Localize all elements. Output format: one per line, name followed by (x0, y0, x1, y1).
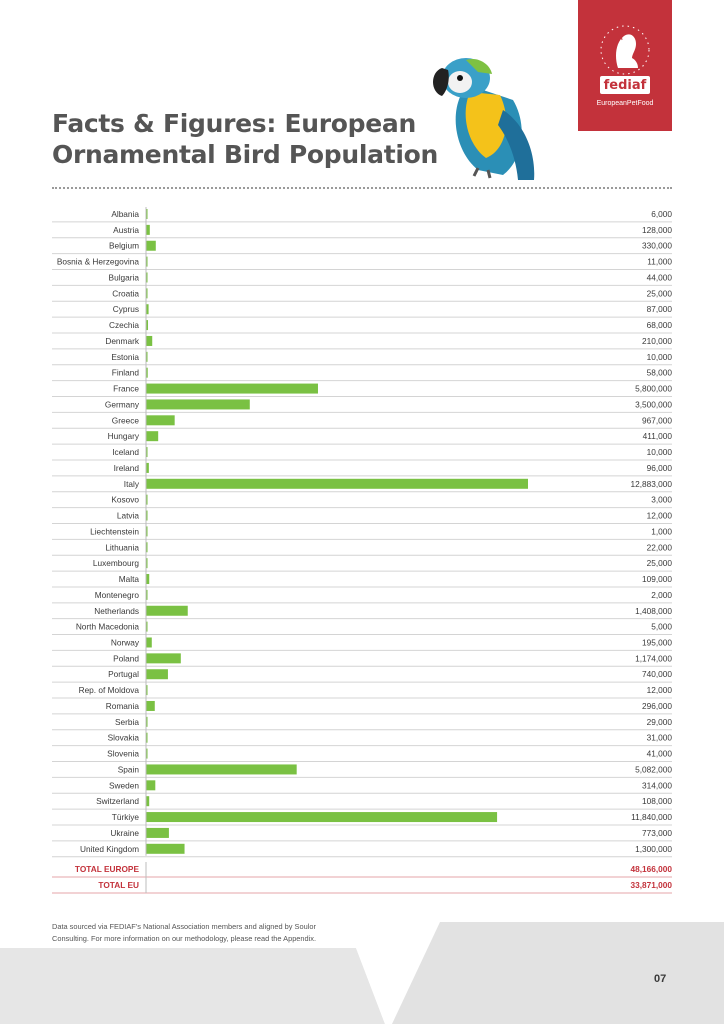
value-label: 11,840,000 (631, 812, 672, 823)
value-label: 109,000 (642, 574, 672, 585)
value-label: 967,000 (642, 415, 672, 426)
bar (146, 336, 152, 346)
value-label: 12,000 (646, 685, 672, 696)
bar (146, 399, 250, 409)
value-label: 128,000 (642, 224, 672, 235)
bar (146, 701, 155, 711)
value-label: 10,000 (646, 351, 672, 362)
country-label: Kosovo (111, 494, 139, 505)
country-label: Netherlands (94, 605, 139, 616)
value-label: 22,000 (646, 542, 672, 553)
country-label: Malta (118, 574, 139, 585)
bar (146, 415, 175, 425)
country-label: Hungary (107, 431, 139, 442)
bar (146, 812, 497, 822)
country-label: Czechia (109, 320, 139, 331)
value-label: 1,000 (651, 526, 672, 537)
country-label: Greece (111, 415, 139, 426)
value-label: 6,000 (651, 209, 672, 219)
country-label: Luxembourg (92, 558, 139, 569)
bar (146, 606, 188, 616)
country-label: Latvia (116, 510, 139, 521)
country-label: Romania (105, 700, 139, 711)
bar (146, 780, 155, 790)
country-label: Slovenia (107, 748, 139, 759)
total-label: TOTAL EU (98, 880, 139, 890)
value-label: 1,300,000 (635, 843, 672, 854)
bar (146, 653, 181, 663)
bar (146, 431, 158, 441)
logo-word: fediaf (603, 78, 647, 93)
value-label: 773,000 (642, 827, 672, 838)
value-label: 12,000 (646, 510, 672, 521)
value-label: 5,082,000 (635, 764, 672, 775)
country-label: Sweden (109, 780, 139, 791)
value-label: 58,000 (646, 367, 672, 378)
country-label: Austria (113, 224, 139, 235)
country-label: Denmark (105, 335, 139, 346)
value-label: 12,883,000 (630, 478, 672, 489)
value-label: 11,000 (647, 256, 672, 267)
country-label: Norway (110, 637, 139, 648)
bar (146, 637, 152, 647)
country-label: Bosnia & Herzegovina (56, 256, 139, 267)
bar (146, 828, 169, 838)
value-label: 210,000 (642, 335, 672, 346)
total-label: TOTAL EUROPE (74, 864, 139, 874)
bar (146, 241, 156, 251)
country-label: Ukraine (110, 827, 139, 838)
value-label: 2,000 (651, 589, 672, 600)
value-label: 96,000 (646, 462, 672, 473)
value-label: 411,000 (642, 431, 672, 442)
value-label: 5,000 (651, 621, 672, 632)
title-line-2: Ornamental Bird Population (52, 140, 439, 169)
country-label: Lithuania (105, 542, 139, 553)
bar (146, 844, 185, 854)
country-label: Türkiye (111, 812, 139, 823)
country-label: Cyprus (112, 304, 139, 315)
bar (146, 384, 318, 394)
country-label: Finland (111, 367, 139, 378)
value-label: 25,000 (646, 558, 672, 569)
value-label: 5,800,000 (635, 383, 672, 394)
title-line-1: Facts & Figures: European (52, 109, 416, 138)
bar (146, 479, 528, 489)
value-label: 195,000 (642, 637, 672, 648)
value-label: 108,000 (642, 796, 672, 807)
country-label: Spain (117, 764, 139, 775)
value-label: 3,500,000 (635, 399, 672, 410)
logo-tagline: EuropeanPetFood (596, 100, 654, 107)
total-value: 48,166,000 (630, 864, 672, 874)
country-label: Germany (104, 399, 139, 410)
value-label: 44,000 (646, 272, 672, 283)
country-label: Croatia (112, 288, 139, 299)
page-number: 07 (654, 973, 667, 985)
bar (146, 764, 297, 774)
country-label: France (113, 383, 139, 394)
country-label: Rep. of Moldova (78, 685, 139, 696)
value-label: 31,000 (646, 732, 672, 743)
value-label: 740,000 (642, 669, 672, 680)
country-label: Bulgaria (108, 272, 139, 283)
value-label: 314,000 (642, 780, 672, 791)
country-label: Iceland (112, 447, 139, 458)
country-label: Portugal (108, 669, 139, 680)
country-label: Italy (123, 478, 139, 489)
country-label: Ireland (113, 462, 139, 473)
country-label: Liechtenstein (90, 526, 139, 537)
value-label: 29,000 (646, 716, 672, 727)
footnote: Data sourced via FEDIAF's National Association members and aligned by Soulor Consulting. For more information on our methodology, please read the Appendix. (52, 922, 317, 943)
value-label: 10,000 (646, 447, 672, 458)
value-label: 1,408,000 (635, 605, 672, 616)
country-label: Belgium (109, 240, 139, 251)
bar (146, 669, 168, 679)
country-label: North Macedonia (75, 621, 139, 632)
value-label: 87,000 (646, 304, 672, 315)
country-label: Montenegro (94, 589, 139, 600)
value-label: 296,000 (642, 700, 672, 711)
value-label: 41,000 (646, 748, 672, 759)
value-label: 330,000 (642, 240, 672, 251)
country-label: United Kingdom (79, 843, 139, 854)
value-label: 68,000 (646, 320, 672, 331)
country-label: Switzerland (96, 796, 139, 807)
total-value: 33,871,000 (630, 880, 672, 890)
bar (146, 225, 150, 235)
country-label: Serbia (115, 716, 139, 727)
country-label: Slovakia (107, 732, 139, 743)
value-label: 3,000 (651, 494, 672, 505)
country-label: Estonia (111, 351, 139, 362)
country-label: Albania (111, 209, 139, 219)
value-label: 1,174,000 (635, 653, 672, 664)
country-label: Poland (113, 653, 139, 664)
value-label: 25,000 (646, 288, 672, 299)
